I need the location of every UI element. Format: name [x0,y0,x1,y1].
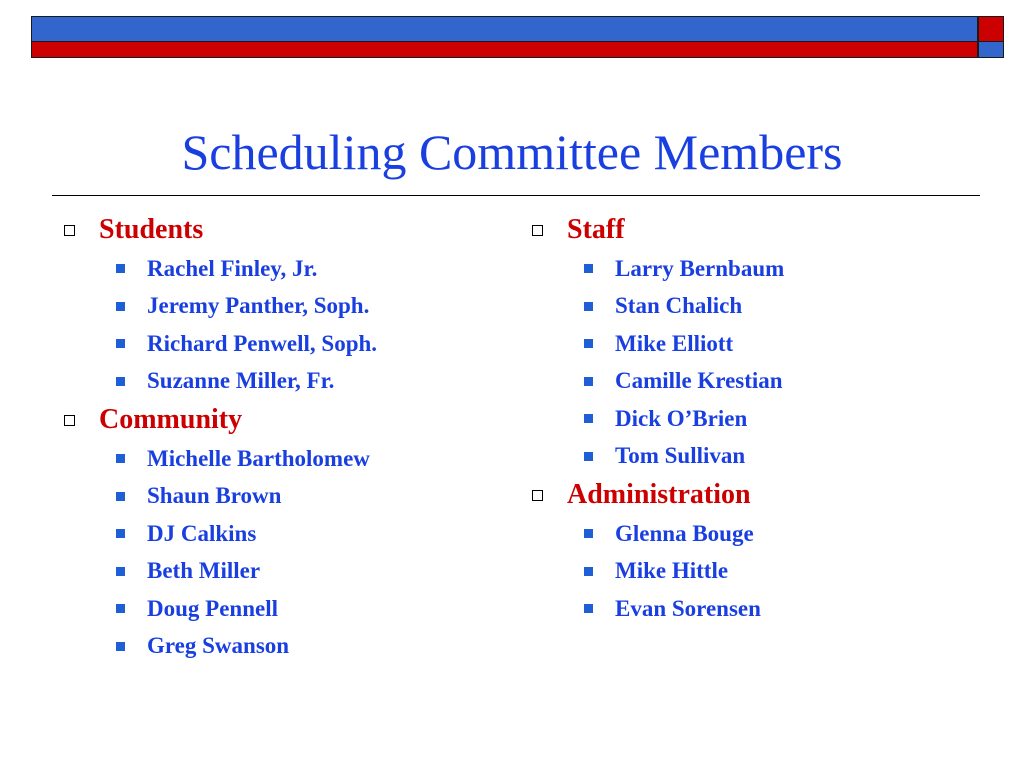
square-bullet-icon [116,567,125,576]
category-label: Staff [567,214,625,245]
list-item [528,250,784,288]
hollow-square-bullet-icon [532,490,543,501]
member-name: Glenna Bouge [615,520,754,546]
member-name: Greg Swanson [147,633,290,659]
square-bullet-icon [116,529,125,538]
square-bullet-icon [584,264,593,273]
list-item [528,438,784,476]
member-name: Camille Krestian [615,368,783,394]
member-name: DJ Calkins [147,520,257,546]
list-item [60,250,377,288]
list-item [528,325,784,363]
list-item [528,590,784,628]
list-item [60,590,377,628]
list-item [528,515,784,553]
member-name: Stan Chalich [615,293,743,319]
member-name: Tom Sullivan [615,443,746,469]
member-name: Jeremy Panther, Soph. [147,293,370,319]
list-item [528,553,784,591]
list-item [528,400,784,438]
member-name: Beth Miller [147,558,261,584]
member-name: Michelle Bartholomew [147,445,370,471]
square-bullet-icon [116,264,125,273]
square-bullet-icon [584,452,593,461]
member-name: Dick O’Brien [615,405,748,431]
header-square-blue [978,42,1004,58]
member-name: Mike Hittle [615,558,729,584]
square-bullet-icon [116,339,125,348]
square-bullet-icon [116,302,125,311]
header-square-red [978,16,1004,42]
list-item [60,478,377,516]
right-column [528,210,784,628]
square-bullet-icon [116,454,125,463]
member-name: Richard Penwell, Soph. [147,330,378,356]
header-bar-red [31,42,978,58]
category-staff [528,210,784,250]
category-label: Community [99,404,243,435]
list-item [528,363,784,401]
square-bullet-icon [116,492,125,501]
category-label: Administration [567,479,751,510]
member-name: Doug Pennell [147,595,278,621]
hollow-square-bullet-icon [64,225,75,236]
square-bullet-icon [584,414,593,423]
slide-title: Scheduling Committee Members [181,124,843,180]
list-item [528,288,784,326]
member-name: Suzanne Miller, Fr. [147,368,335,394]
hollow-square-bullet-icon [64,415,75,426]
member-name: Mike Elliott [615,330,734,356]
list-item [60,628,377,666]
category-community [60,400,377,440]
square-bullet-icon [584,529,593,538]
list-item [60,363,377,401]
list-item [60,440,377,478]
square-bullet-icon [584,604,593,613]
header-bar-blue [31,16,978,42]
category-students [60,210,377,250]
member-name: Larry Bernbaum [615,255,785,281]
left-column [60,210,377,665]
square-bullet-icon [116,642,125,651]
square-bullet-icon [116,604,125,613]
list-item [60,553,377,591]
list-item [60,288,377,326]
square-bullet-icon [584,302,593,311]
square-bullet-icon [584,339,593,348]
member-name: Evan Sorensen [615,595,761,621]
category-administration [528,475,784,515]
square-bullet-icon [584,567,593,576]
square-bullet-icon [584,377,593,386]
member-name: Rachel Finley, Jr. [147,255,318,281]
title-divider [52,195,980,196]
hollow-square-bullet-icon [532,225,543,236]
member-name: Shaun Brown [147,483,282,509]
square-bullet-icon [116,377,125,386]
list-item [60,515,377,553]
category-label: Students [99,214,204,245]
list-item [60,325,377,363]
